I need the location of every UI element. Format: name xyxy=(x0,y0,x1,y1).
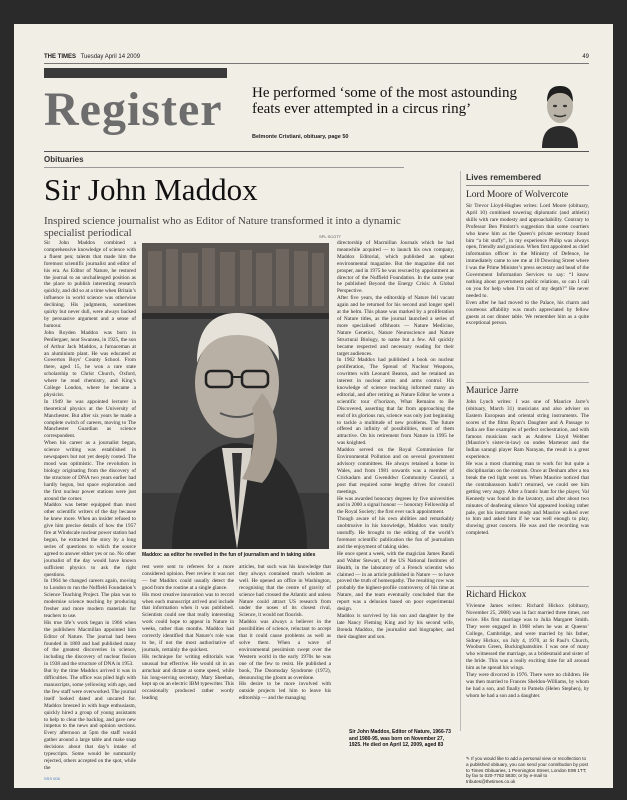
sidebar-title-rule xyxy=(466,185,589,186)
pen-icon: ✎ xyxy=(466,756,472,761)
pull-quote-source: Belmonte Cristiani, obituary, page 50 xyxy=(252,134,349,140)
maddox-photo xyxy=(142,243,329,549)
obituary-headline: Sir John Maddox xyxy=(44,172,258,207)
contribution-note-text: If you would like to add a personal view or recollection to a published obituary, you can send your contribution by post to Times Obituaries, 1 Pennington Street, London E98 1TT; by fax to 020-7782 5830; or by e-mail to tributes@thetimes.co.uk xyxy=(466,756,588,785)
issue-date: Tuesday April 14 2009 xyxy=(80,54,141,60)
entry-text: John Lynch writes: I was one of Maurice Jarre’s (obituary, March 31) musicians and also adviser on Eastern European and oriental string instruments. The scores of the films Ryan’s Daughter and A Passage to India are fine examples of perfect orchestration, and with famous musicians such as Andrew Lloyd Webber (Maurice’s sister-in-law) on ondes Martenot and the Indian sarangi player Ram Narayan, the result is a great experience. He was a most charming man to work for but quite a disciplinarian on the rostrum. Once at Denham after a tea break the red light went on. When Maurice noticed that the contrabassoon hadn’t returned, we could see him getting very angry. After a frantic hunt for the player, Val Kennedy was found in the lavatory, and after about two minutes of deafening silence Val appeared looking rather pale, got his instrument ready and Maurice walked over to him and asked him if he was well enough to play, showing great concern. He was and the recording was completed. xyxy=(466,399,589,537)
article-column-4: directorship of Macmillan Journals which he had meanwhile acquired — to launch his own company, Maddox Editorial, which published an upbeat environmental magazine. But the magazine did not prosper, and in 1975 he was rescued by appointment as director of the Nuffield Foundation. In the same year he published Beyond the Energy Crisis: A Global Perspective. After five years, the editorship of Nature fell vacant again and he returned for his second and longer spell at the helm. This phase was marked by a proliferation of Nature titles, as the journal launched a series of more specialised offshoots — Nature Medicine, Nature Genetics, Nature Neuroscience and Nature Structural Biology, to name but a few. All quickly became respected and necessary reading for their target audiences. In 1962 Maddox had published a book on nuclear proliferation, The Spread of Nuclear Weapons, cowritten with Leonard Beaton, and he retained an interest in nuclear arms and arms control. His knowledge of science teaching informed many an editorial, and after retiring as Nature Editor he wrote a scientific tour d’horizon, What Remains to Be Discovered, asserting that far from approaching the end of its glorious run, science was only just beginning to tackle a multitude of new problems. The future offered an infinity of possibilities, most of them attractive. On his retirement from Nature in 1995 he was knighted. Maddox served on the Royal Commission for Environmental Pollution and on several government advisory committees. He always retained a home in Wales, and from 1981 onwards was a member of Crickadarn and Gwenddwr Community Council, a post that required some lengthy drives for council meetings. He was awarded honorary degrees by five universities and in 2000 a signal honour — honorary Fellowship of the Royal Society; the first ever such appointment. Though aware of his own abilities and remarkably unobtrusive in his knowledge, Maddox was totally unstuffy. He brought to the editing of the world’s foremost scientific publication the fun of journalism and the enjoyment of taking sides. He once spent a week, with the magician James Randi and Walter Stewart, of the US National Institutes of Health, in the laboratory of a French scientist who claimed — in an article published in Nature — to have proved the truth of homeopathy. The resulting row was probably the highest-profile controversy of his time at Nature, and the team eventually concluded that the report was a delusion based on poor experimental design. Maddox is survived by his son and daughter by the late Nancy Fleming King and by his second wife, Brenda Maddox, the journalist and biographer, and their daughter and son. xyxy=(337,240,454,640)
entry-text: Vivienne James writes: Richard Hickox (obituary, November 25, 2008) was in fact married three times, not twice. His first marriage was to Julia Margaret Smith. They were engaged in 1968 when he was at Queens’ College, Cambridge, and were married by his father, Sidney Hickox, on July 4, 1970, at St Paul’s Church, Wooburn Green, Buckinghamshire. I was one of many who witnessed the marriage, as a bridesmaid and sister of the bride. This was a really exciting time for all around him as he spread his wings. They were divorced in 1976. There were no children. He was then married to Frances Sheldon-Williams, by whom he had a son, and finally to Pamela (Helen Stephen), by whom he had a son and a daughter. xyxy=(466,603,589,699)
cristiani-portrait xyxy=(534,76,586,148)
section-band xyxy=(44,68,227,78)
photo-caption: Maddox: as editor he revelled in the fun of journalism and in taking sides xyxy=(142,552,316,558)
footer-code: SSS 006 xyxy=(44,776,60,781)
entry-rule xyxy=(466,382,589,383)
article-column-1: Sir John Maddox combined a comprehensive knowledge of science with a fluent pen; talents that made him the foremost scientific journalist and editor of his era. As Editor of Nature, he restored the journal to an unchallenged position as the place to publish interesting research quickly, and did so at a time when Britain’s influence in world science was otherwise declining. His judgments, sometimes quirky but never dull, were always backed by persuasive argument and a sense of humour. John Royden Maddox was born in Penllergaer, near Swansea, in 1925, the son of Arthur Jack Maddox, a furnaceman at an aluminium plant. He was educated at Gowerton Boys’ County School. From there, aged 15, he won a rare state scholarship to Christ Church, Oxford, where he read chemistry, and King’s College London, where he became a physicist. In 1949 he was appointed lecturer in theoretical physics at the University of Manchester. But after six years he made a complete switch of careers, moving to The Manchester Guardian as science correspondent. When his career as a journalist began, science writing was established in newspapers but not yet deeply rooted. The mood was optimistic. The revolution in biology originating from the discovery of the structure of DNA two years earlier had hardly begun, but space exploration and the first nuclear power stations were just around the corner. Maddox was better equipped than most other scientific writers of the day because he knew more. When an insider refused to give him precise details of how the 1957 fire at Windscale nuclear power station had begun, he extracted the story by a long series of questions to which the source agreed to answer either yes or no. No other journalist of the day would have known sufficient physics to ask the right questions. In 1964 he changed careers again, moving to London to run the Nuffield Foundation’s Science Teaching Project. The plan was to modernise science teaching by producing fresher and more modern materials for teachers to use. His true life’s work began in 1966 when the publishers Macmillan appointed him Editor of Nature. The journal had been founded in 1869 and had published many of the greatest discoveries in science, including the discovery of nuclear fission in 1938 and the structure of DNA in 1953. But by the time Maddox arrived it was in difficulties. The office was piled high with manuscripts, some yellowing with age, and the few staff were overworked. The journal itself looked dated and uncared for. Maddox breezed in with huge enthusiasm, quickly hired a group of young assistants to help to clear the backlog, and gave new impetus to the news and opinion sections. Every afternoon at 5pm the staff would gather around a large table and make snap decisions about that day’s intake of typescripts. Some would be summarily rejected, others accepted on the spot, while the xyxy=(44,240,136,771)
entry-title: Richard Hickox xyxy=(466,590,527,600)
obituary-signoff: Sir John Maddox, Editor of Nature, 1966-73 and 1980-95, was born on November 27, 1925. He died on April 12, 2009, aged 83 xyxy=(349,729,451,749)
maddox-portrait-image xyxy=(142,243,329,549)
contribution-note xyxy=(466,756,589,785)
paper-name: THE TIMES xyxy=(44,54,77,60)
newspaper-page xyxy=(14,24,613,788)
sidebar-title: Lives remembered xyxy=(466,172,542,182)
masthead xyxy=(44,54,589,64)
entry-title: Maurice Jarre xyxy=(466,386,519,396)
article-column-3: articles, but such was his knowledge that they always contained much wisdom as well. He opened an office in Washington, recognising that the centre of gravity of science had crossed the Atlantic and unless Nature could attract US research from under the noses of its closest rival, Science, it would not flourish. Maddox was always a believer in the possibilities of science, reluctant to accept that it could cause problems as well as solve them. When a wave of environmental pessimism swept over the Western world in the early 1970s he was one of the few to resist. He published a book, The Doomsday Syndrome (1972), denouncing the gloom as overdone. His desire to be more involved with outside projects led him to leave his editorship — and the managing xyxy=(239,564,331,702)
section-rule xyxy=(44,167,404,168)
entry-text: Sir Trevor Lloyd-Hughes writes: Lord Moore (obituary, April 10) combined towering diplomatic (and athletic) skills with rare modesty and approachability. Contrary to Professor Ben Pimlott’s suggestion that some courtiers who knew him as the Queen’s private secretary found him “a bit stuffy”, in my experience Philip was always open, friendly and gracious. When first appointed as chief information officer in the Ministry of Defence, he immediately came to see me at 10 Downing Street where I was the Prime Minister’s press secretary and head of the Government Information Services to say: “I know nothing about government public relations, so can I call on you for help when I’m out of my depth?” He never needed to. Even after he had moved to the Palace, his charm and courteous affability was much appreciated by fellow guests at our dinner table. We remember him as a quite exceptional person. xyxy=(466,203,589,327)
entry-title: Lord Moore of Wolvercote xyxy=(466,190,569,200)
header-rule xyxy=(44,151,589,152)
section-title: Register xyxy=(44,83,223,136)
section-label: Obituaries xyxy=(44,155,84,164)
photo-credit: SPL SCOTT xyxy=(319,234,342,239)
entry-rule xyxy=(466,586,589,587)
obituary-standfirst: Inspired science journalist who as Editor of Nature transformed it into a dynamic specialist periodical xyxy=(44,215,401,239)
page-number: 49 xyxy=(582,54,589,60)
article-column-2: rest were sent to referees for a more considered opinion. Peer review it was not — but Maddox could usually detect the good from the routine at a single glance. His most creative innovation was to record when each manuscript arrived and include that information when it was published. Scientists could see that really interesting work could hope to appear in Nature in weeks, rather than months. Maddox had correctly identified that Nature’s role was to be, if not the most authoritative of journals, certainly the quickest. His technique for writing editorials was unusual but effective. He would sit in an armchair and dictate at some speed, while his long-serving secretary, Mary Sheehan, kept up on an electric IBM typewriter. This occasionally produced rather wordy leading xyxy=(142,564,234,702)
pull-quote: He performed ‘some of the most astounding feats ever attempted in a circus ring’ xyxy=(252,85,517,117)
